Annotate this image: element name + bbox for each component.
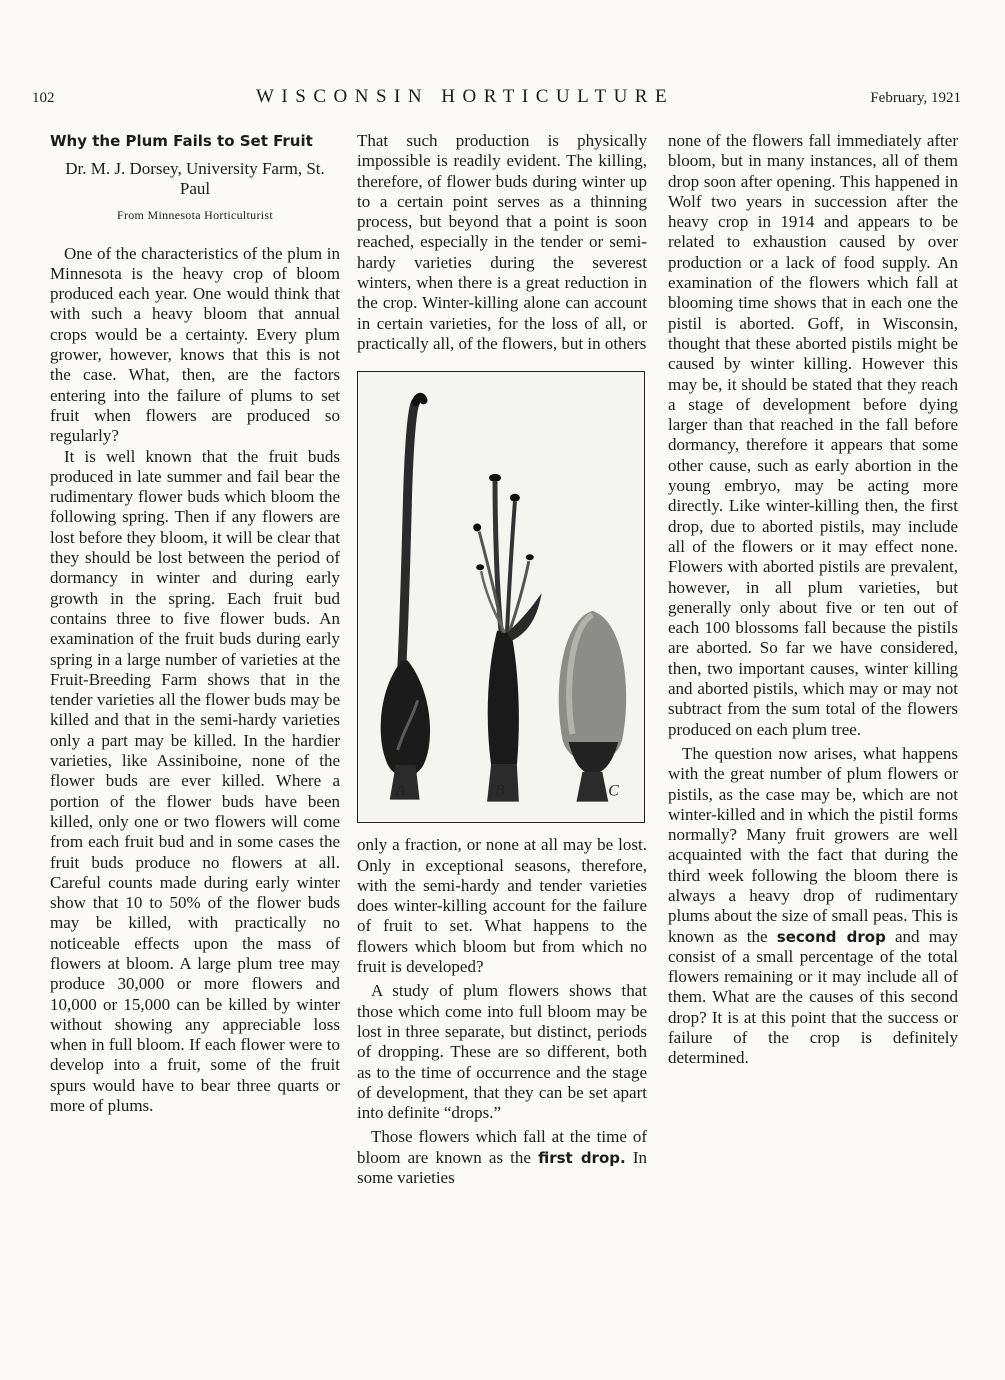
column-1: [50, 131, 340, 1116]
paragraph: none of the flowers fall immediately after bloom, but in many instances, all of them drop soon after opening. This happened in Wolf two years in succession after the heavy crop in 1914 and appears to be related to exhaustion caused by over production or a lack of food supply. An examination of the flowers which fall at blooming time shows that in each one the pistil is aborted. Goff, in Wisconsin, thought that these aborted pistils might be caused by winter killing. However this may be, it should be stated that they reach a stage of development before dying larger than that reached in the fall before dormancy, therefore it appears that some other cause, such as early abortion in the young embryo, may be acting more directly. Like winter-killing then, the first drop, due to aborted pistils, may include all of the flowers or it may effect none. Flowers with aborted pistils are prevalent, however, in all plum varieties, but generally only about five or ten out of each 100 blossoms fall because the pistils are aborted. So far we have considered, then, two important causes, winter killing and aborted pistils, which may or may not subtract from the sum total of the flowers produced on each plum tree.: [668, 131, 958, 739]
journal-title: WISCONSIN HORTICULTURE: [256, 86, 675, 107]
article-title: Why the Plum Fails to Set Fruit: [50, 132, 313, 150]
paragraph-text: The question now arises, what happens with the great number of plum flowers or pistils, as the case may be, which are not winter-killed and in which the pistil forms normally? Many fruit growers are well acquainted with the fact that during the third week following the bloom there is always a heavy drop of rudimentary plums about the size of small peas. This is known as the: [668, 743, 958, 946]
paragraph: only a fraction, or none at all may be lost. Only in exceptional seasons, therefore, with the semi-hardy and tender varieties does winter-killing account for the failure of fruit to set. What happens to the flowers which bloom but from which no fruit is developed?: [357, 835, 647, 977]
paragraph-text: and may consist of a small percentage of the total flowers remaining or it may include all of them. What are the causes of this second drop? It is at this point that the success or failure of the crop is definitely determined.: [668, 926, 958, 1068]
figure-label-c: C: [608, 782, 619, 800]
page-number: 102: [32, 90, 55, 106]
paragraph-text: In some varieties: [357, 1147, 648, 1188]
paragraph: It is well known that the fruit buds produced in late summer and fail bear the rudimentary flower buds which bloom the following spring. Then if any flowers are lost before they bloom, it will be clear that they should be lost between the period of dormancy in winter and during early growth in the spring. Each fruit bud contains three to five flower buds. An examination of the fruit buds during early spring in a large number of varieties at the Fruit-Breeding Farm shows that in the tender varieties all the flower buds may be killed and that in the semi-hardy varieties only a part may be killed. In the hardier varieties, like Assiniboine, none of the flower buds are ever killed. Where a portion of the flower buds have been killed, only one or two flowers will come from each fruit bud and in some cases the fruit buds produce no flowers at all. Careful counts made during early winter show that 10 to 50% of the flower buds may be killed, with practically no noticeable effects upon the mass of flowers at bloom. A large plum tree may produce 30,000 or more flowers and 10,000 or 15,000 can be killed by winter without showing any appreciable loss when in full bloom. If each flower were to develop into a fruit, some of the fruit spurs would have to bear three quarts or more of plums.: [50, 446, 340, 1116]
paragraph: A study of plum flowers shows that those which come into full bloom may be lost in three separate, but distinct, periods of dropping. These are so different, both as to the time of occurrence and the stage of development, that they can be set apart into definite “drops.”: [357, 981, 647, 1123]
article-author: Dr. M. J. Dorsey, University Farm, St. Paul: [65, 159, 325, 199]
article-source: From Minnesota Horticulturist: [116, 208, 274, 223]
paragraph: That such production is physically impossible is readily evident. The killing, therefore, of flower buds during winter up to a certain point serves as a thinning process, but beyond that a point is soon reached, especially in the tender or semi-hardy varieties during the severest winters, when there is a great reduction in the crop. Winter-killing alone can account in certain varieties, for the loss of all, or practically all, of the flowers, but in others: [357, 131, 647, 353]
plum-flower-illustration: [358, 372, 644, 822]
paragraph: One of the characteristics of the plum in Minnesota is the heavy crop of bloom produced each year. One would think that with such a heavy bloom that annual crops would be a certainty. Every plum grower, however, knows that this is not the case. What, then, are the factors entering into the failure of plums to set fruit when flowers are produced so regularly?: [50, 243, 340, 446]
figure-label-b: B: [495, 782, 505, 800]
plum-flower-figure: [357, 371, 645, 823]
paragraph: [357, 1127, 647, 1188]
term-second-drop: second drop: [776, 927, 886, 946]
figure-label-a: A: [395, 782, 406, 800]
paragraph-text: Those flowers which fall at the time of bloom are known as the: [357, 1127, 647, 1167]
issue-date: February, 1921: [870, 90, 961, 106]
term-first-drop: first drop.: [538, 1148, 626, 1167]
page-header: [0, 84, 1005, 124]
paragraph: [668, 744, 958, 1069]
column-2: [357, 131, 647, 1188]
column-3: [668, 131, 958, 1069]
